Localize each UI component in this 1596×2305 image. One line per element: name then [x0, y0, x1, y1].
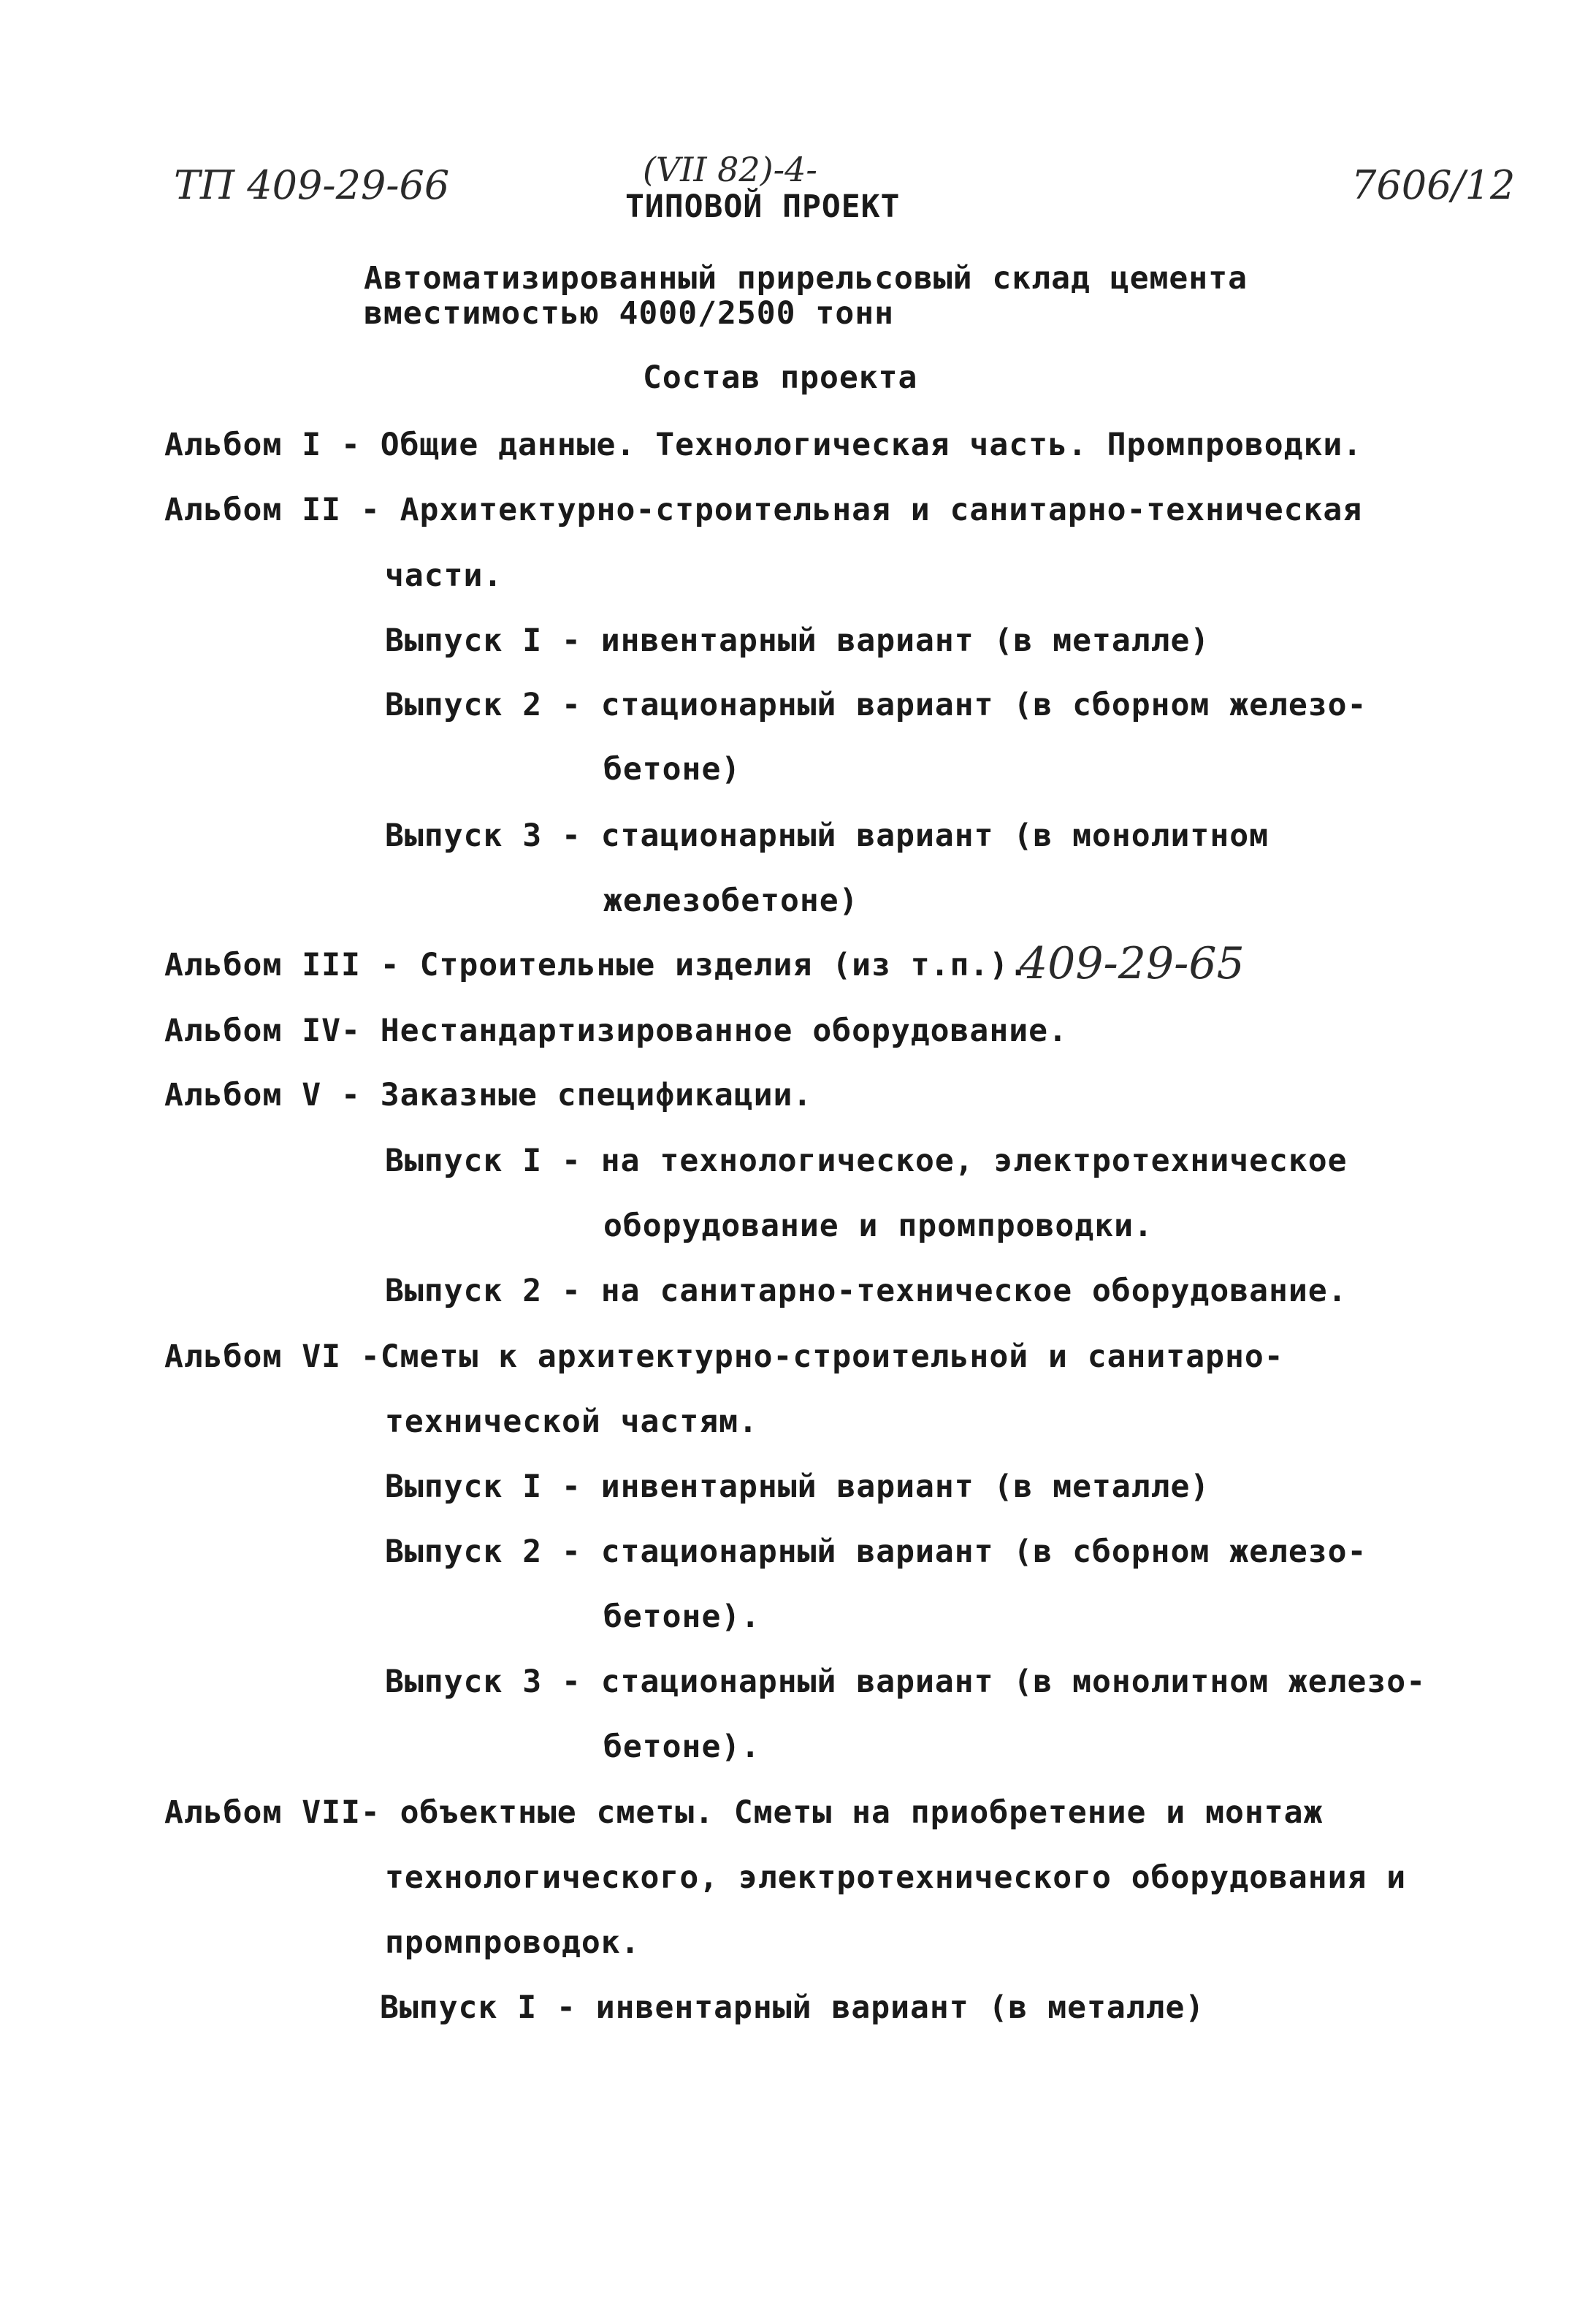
line-album-7-cont-2: промпроводок.: [385, 1924, 641, 1961]
line-album-5-issue-1-cont: оборудование и промпроводки.: [603, 1208, 1153, 1244]
line-album-4: Альбом IV- Нестандартизированное оборудование.: [164, 1013, 1068, 1049]
line-album-6-cont: технической частям.: [385, 1403, 758, 1440]
subtitle: Состав проекта: [643, 359, 918, 396]
line-album-2-issue-3-cont: железобетоне): [603, 883, 859, 919]
title-line-1: Автоматизированный прирельсовый склад цемента: [364, 260, 1248, 297]
line-album-2-issue-3: Выпуск 3 - стационарный вариант (в монолитном: [385, 818, 1269, 854]
handwritten-code: (VII 82)-4-: [643, 150, 817, 189]
line-album-2-issue-1: Выпуск I - инвентарный вариант (в металле): [385, 622, 1210, 659]
line-album-1: Альбом I - Общие данные. Технологическая часть. Промпроводки.: [164, 427, 1363, 463]
line-album-6-issue-1: Выпуск I - инвентарный вариант (в металле): [385, 1468, 1210, 1505]
line-album-6: Альбом VI -Сметы к архитектурно-строительной и санитарно-: [164, 1338, 1284, 1375]
line-album-2: Альбом II - Архитектурно-строительная и санитарно-техническая: [164, 492, 1363, 528]
line-album-5: Альбом V - Заказные спецификации.: [164, 1077, 813, 1113]
line-album-5-issue-2: Выпуск 2 - на санитарно-техническое оборудование.: [385, 1273, 1348, 1309]
line-album-2-cont: части.: [385, 557, 503, 594]
line-album-5-issue-1: Выпуск I - на технологическое, электротехническое: [385, 1143, 1348, 1179]
line-album-3: Альбом III - Строительные изделия (из т.п.).: [164, 947, 1029, 983]
line-album-6-issue-2-cont: бетоне).: [603, 1599, 761, 1635]
title-line-2: вместимостью 4000/2500 тонн: [364, 295, 894, 332]
line-album-6-issue-3: Выпуск 3 - стационарный вариант (в монолитном железо-: [385, 1664, 1427, 1700]
doc-code: ТП 409-29-66: [174, 162, 450, 208]
line-album-6-issue-3-cont: бетоне).: [603, 1729, 761, 1765]
type-label: ТИПОВОЙ ПРОЕКТ: [625, 188, 901, 225]
handwritten-ref: 409-29-65: [1020, 938, 1245, 989]
line-album-2-issue-2: Выпуск 2 - стационарный вариант (в сборном железо-: [385, 687, 1367, 723]
line-album-7-issue-1: Выпуск I - инвентарный вариант (в металле): [380, 1989, 1205, 2026]
registry-number: 7606/12: [1351, 162, 1516, 208]
line-album-6-issue-2: Выпуск 2 - стационарный вариант (в сборном железо-: [385, 1534, 1367, 1570]
line-album-7-cont-1: технологического, электротехнического оборудования и: [385, 1859, 1407, 1896]
line-album-2-issue-2-cont: бетоне): [603, 751, 741, 788]
line-album-7: Альбом VII- объектные сметы. Сметы на приобретение и монтаж: [164, 1794, 1324, 1831]
